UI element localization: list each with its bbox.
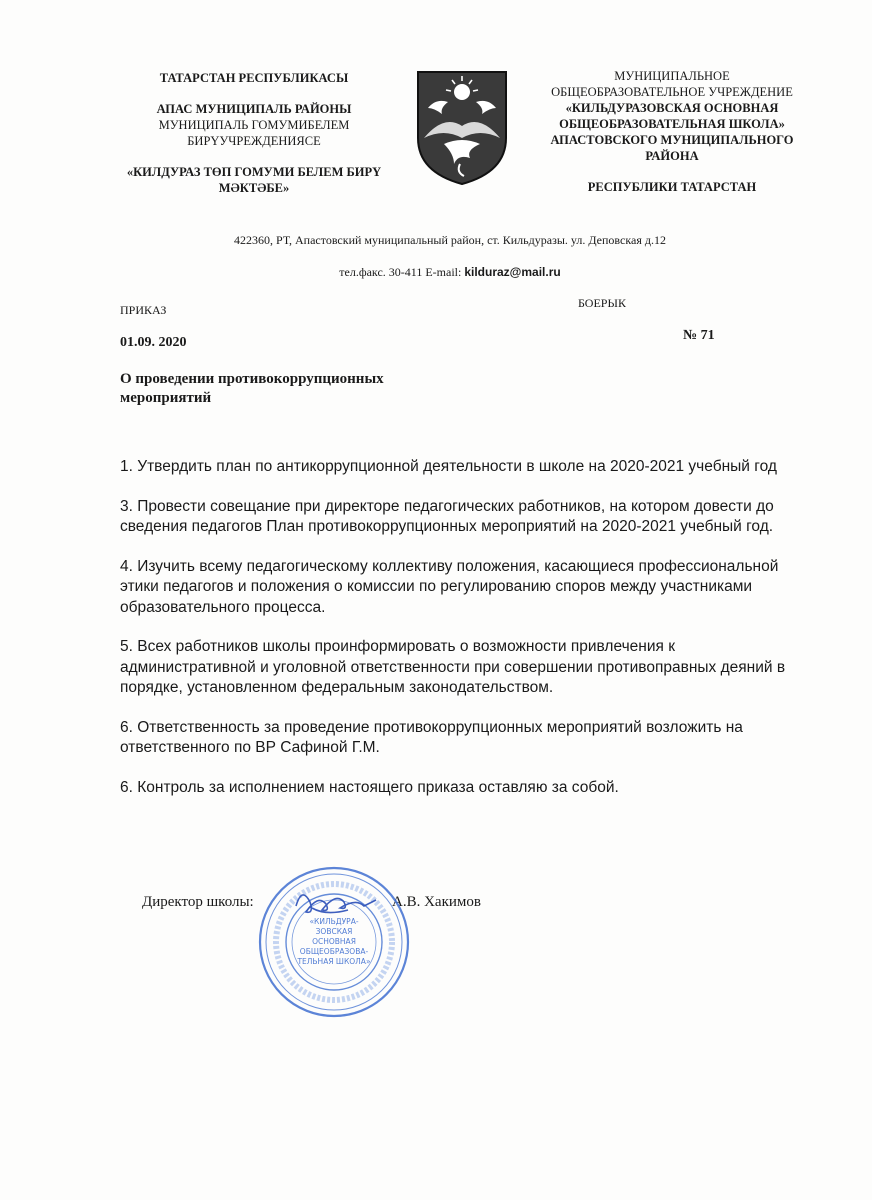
stamp-center-line5: ТЕЛЬНАЯ ШКОЛА» [297,957,371,966]
header-right-line7: РЕСПУБЛИКИ ТАТАРСТАН [587,180,757,194]
order-body [120,457,800,817]
order-number: № 71 [683,328,715,343]
header-right-line6: РАЙОНА [645,149,699,163]
header-right-line2: ОБЩЕОБРАЗОВАТЕЛЬНОЕ УЧРЕЖДЕНИЕ [551,85,793,99]
order-item: 6. Ответственность за проведение противокоррупционных мероприятий возложить на ответственного по ВР Сафиной Г.М. [120,718,743,756]
header-left-line3: МУНИЦИПАЛЬ ГОМУМИБЕЛЕМ [158,118,350,132]
school-contacts [120,265,780,280]
school-address: 422360, РТ, Апастовский муниципальный район, ст. Кильдуразы. ул. Деповская д.12 [234,233,666,247]
order-item: 1. Утвердить план по антикоррупционной деятельности в школе на 2020-2021 учебный год [120,458,777,475]
phone-fax: тел.факс. 30-411 E-mail: [339,265,465,279]
director-name: А.В. Хакимов [392,894,481,910]
header-left-line1: ТАТАРСТАН РЕСПУБЛИКАСЫ [159,71,349,85]
order-item: 6. Контроль за исполнением настоящего приказа оставляю за собой. [120,778,619,796]
header-right-line4: ОБЩЕОБРАЗОВАТЕЛЬНАЯ ШКОЛА» [559,117,785,131]
stamp-center-line2: ЗОВСКАЯ [315,927,353,936]
email-address: kilduraz@mail.ru [464,265,561,279]
header-right-line1: МУНИЦИПАЛЬНОЕ [614,69,730,83]
stamp-center-line4: ОБЩЕОБРАЗОВА- [299,947,369,956]
stamp-center-line3: ОСНОВНАЯ [312,937,356,946]
header-left-tatar [108,70,400,196]
header-left-line6: МӘКТӘБЕ» [218,181,290,195]
director-title: Директор школы: [142,894,254,910]
doc-type-tatar: БОЕРЫК [578,296,626,310]
order-date: 01.09. 2020 [120,335,187,350]
stamp-center-line1: «КИЛЬДУРА- [309,917,359,926]
header-right-line5: АПАСТОВСКОГО МУНИЦИПАЛЬНОГО [550,133,794,147]
district-emblem-icon [414,68,510,186]
order-item: 3. Провести совещание при директоре педагогических работников, на котором довести до сведения педагогов План противокоррупционных мероприятий на 2020-2021 учебный год. [120,497,774,535]
subject-line2: мероприятий [120,390,212,406]
header-left-line2: АПАС МУНИЦИПАЛЬ РАЙОНЫ [156,102,352,116]
header-left-line4: БИРҮУЧРЕЖДЕНИЯСЕ [187,134,321,148]
order-subject [120,370,440,408]
doc-type-russian: ПРИКАЗ [120,303,167,317]
header-left-line5: «КИЛДУРАЗ ТӨП ГОМУМИ БЕЛЕМ БИРҮ [126,165,382,179]
order-item: 4. Изучить всему педагогическому коллективу положения, касающиеся профессиональной этики педагогов и положения о комиссии по регулированию споров между участниками образовательного процесса. [120,557,779,616]
school-stamp-icon [256,864,412,1020]
order-item: 5. Всех работников школы проинформировать о возможности привлечения к административной и уголовной ответственности при совершении противоправных деяний в порядке, установленном федеральным законодательством. [120,638,786,696]
subject-line1: О проведении противокоррупционных [120,371,384,387]
header-right-russian [522,68,822,195]
header-right-line3: «КИЛЬДУРАЗОВСКАЯ ОСНОВНАЯ [565,101,779,115]
